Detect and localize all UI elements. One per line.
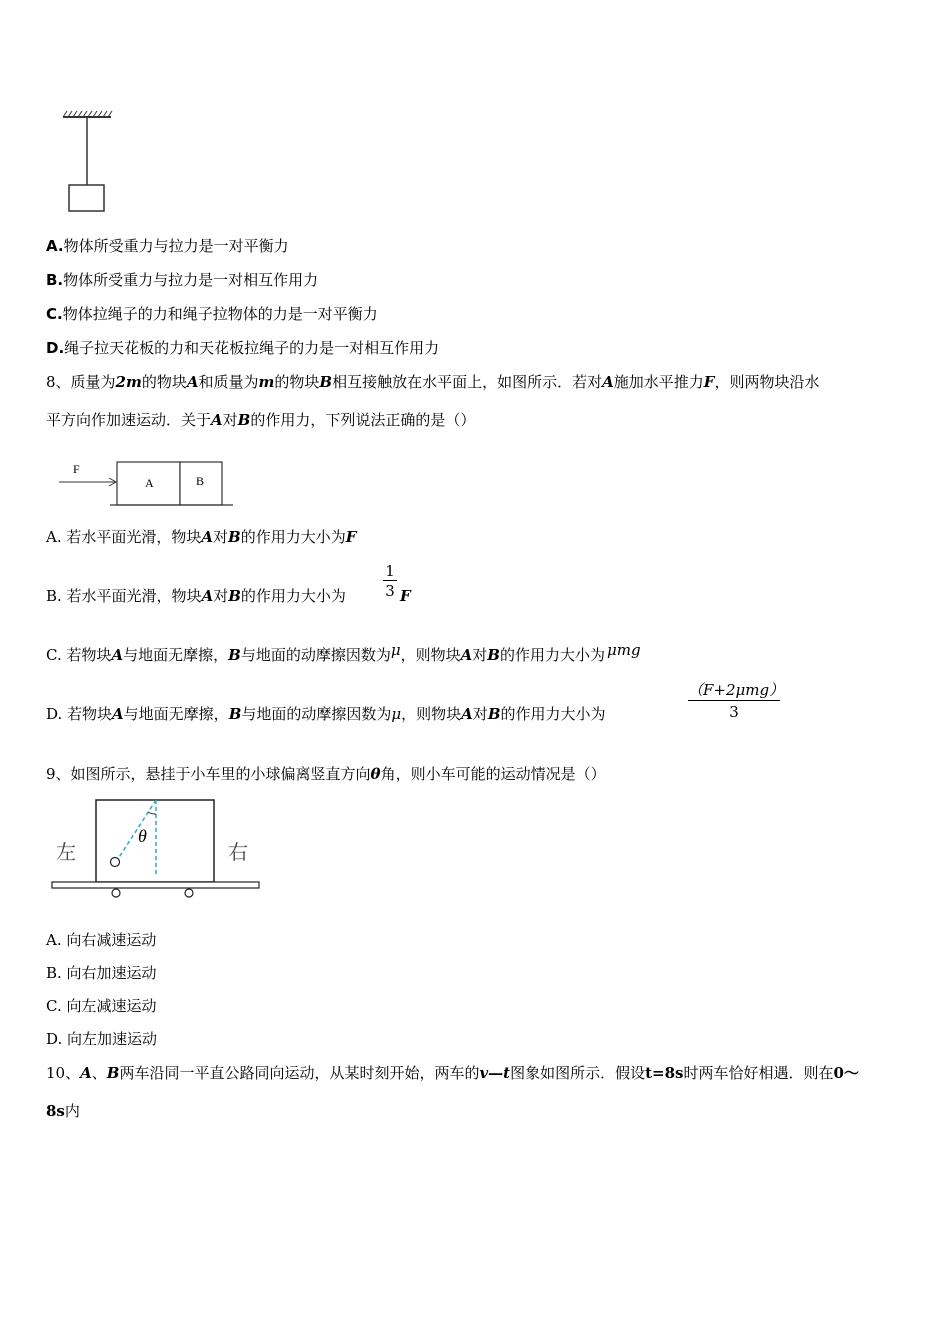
- q8-option-b-fraction: $\frac{1}{3}$: [383, 562, 397, 601]
- q7-option-d: D.绳子拉天花板的力和天花板拉绳子的力是一对相互作用力: [46, 339, 440, 357]
- q9-option-b: B. 向右加速运动: [46, 964, 157, 982]
- right-label: 右: [228, 842, 248, 864]
- q10-stem-line2: 8s内: [46, 1102, 80, 1120]
- q9-stem: 9、如图所示，悬挂于小车里的小球偏离竖直方向θ角，则小车可能的运动情况是（）: [46, 765, 606, 783]
- force-label: F: [73, 462, 80, 476]
- q8-option-c: C. 若物块A与地面无摩擦，B与地面的动摩擦因数为μ，则物块A对B的作用力大小为 μmg: [46, 641, 641, 664]
- hanging-block-figure: [55, 105, 145, 220]
- left-label: 左: [56, 842, 76, 864]
- q9-option-d: D. 向左加速运动: [46, 1030, 158, 1048]
- cart-figure: [48, 795, 263, 903]
- q8-option-b-force: F: [400, 587, 411, 605]
- q8-stem-line2: 平方向作加速运动．关于A对B的作用力，下列说法正确的是（）: [46, 411, 476, 429]
- q9-option-a: A. 向右减速运动: [46, 931, 157, 949]
- q7-option-b: B.物体所受重力与拉力是一对相互作用力: [46, 271, 319, 289]
- q9-option-c: C. 向左减速运动: [46, 997, 157, 1015]
- q7-option-c: C.物体拉绳子的力和绳子拉物体的力是一对平衡力: [46, 305, 378, 323]
- q7-option-a: A.物体所受重力与拉力是一对平衡力: [46, 237, 289, 255]
- q8-option-d: D. 若物块A与地面无摩擦，B与地面的动摩擦因数为μ，则物块A对B的作用力大小为: [46, 705, 606, 723]
- q8-stem-line1: 8、质量为2m的物块A和质量为m的物块B相互接触放在水平面上，如图所示．若对A施加水平推力F，则两物块沿水: [46, 373, 820, 391]
- block-b-label: B: [196, 474, 205, 488]
- q10-stem-line1: 10、A、B两车沿同一平直公路同向运动，从某时刻开始，两车的v—t图象如图所示．假设t=8s时两车恰好相遇．则在0～: [46, 1064, 859, 1082]
- q8-option-a: A. 若水平面光滑，物块A对B的作用力大小为F: [46, 528, 357, 546]
- theta-label: θ: [138, 826, 147, 846]
- q8-option-d-fraction: （F+2μmg） 3: [688, 681, 785, 721]
- q8-option-b: B. 若水平面光滑，物块A对B的作用力大小为: [46, 587, 346, 605]
- blocks-figure: [55, 455, 235, 510]
- block-a-label: A: [145, 476, 154, 490]
